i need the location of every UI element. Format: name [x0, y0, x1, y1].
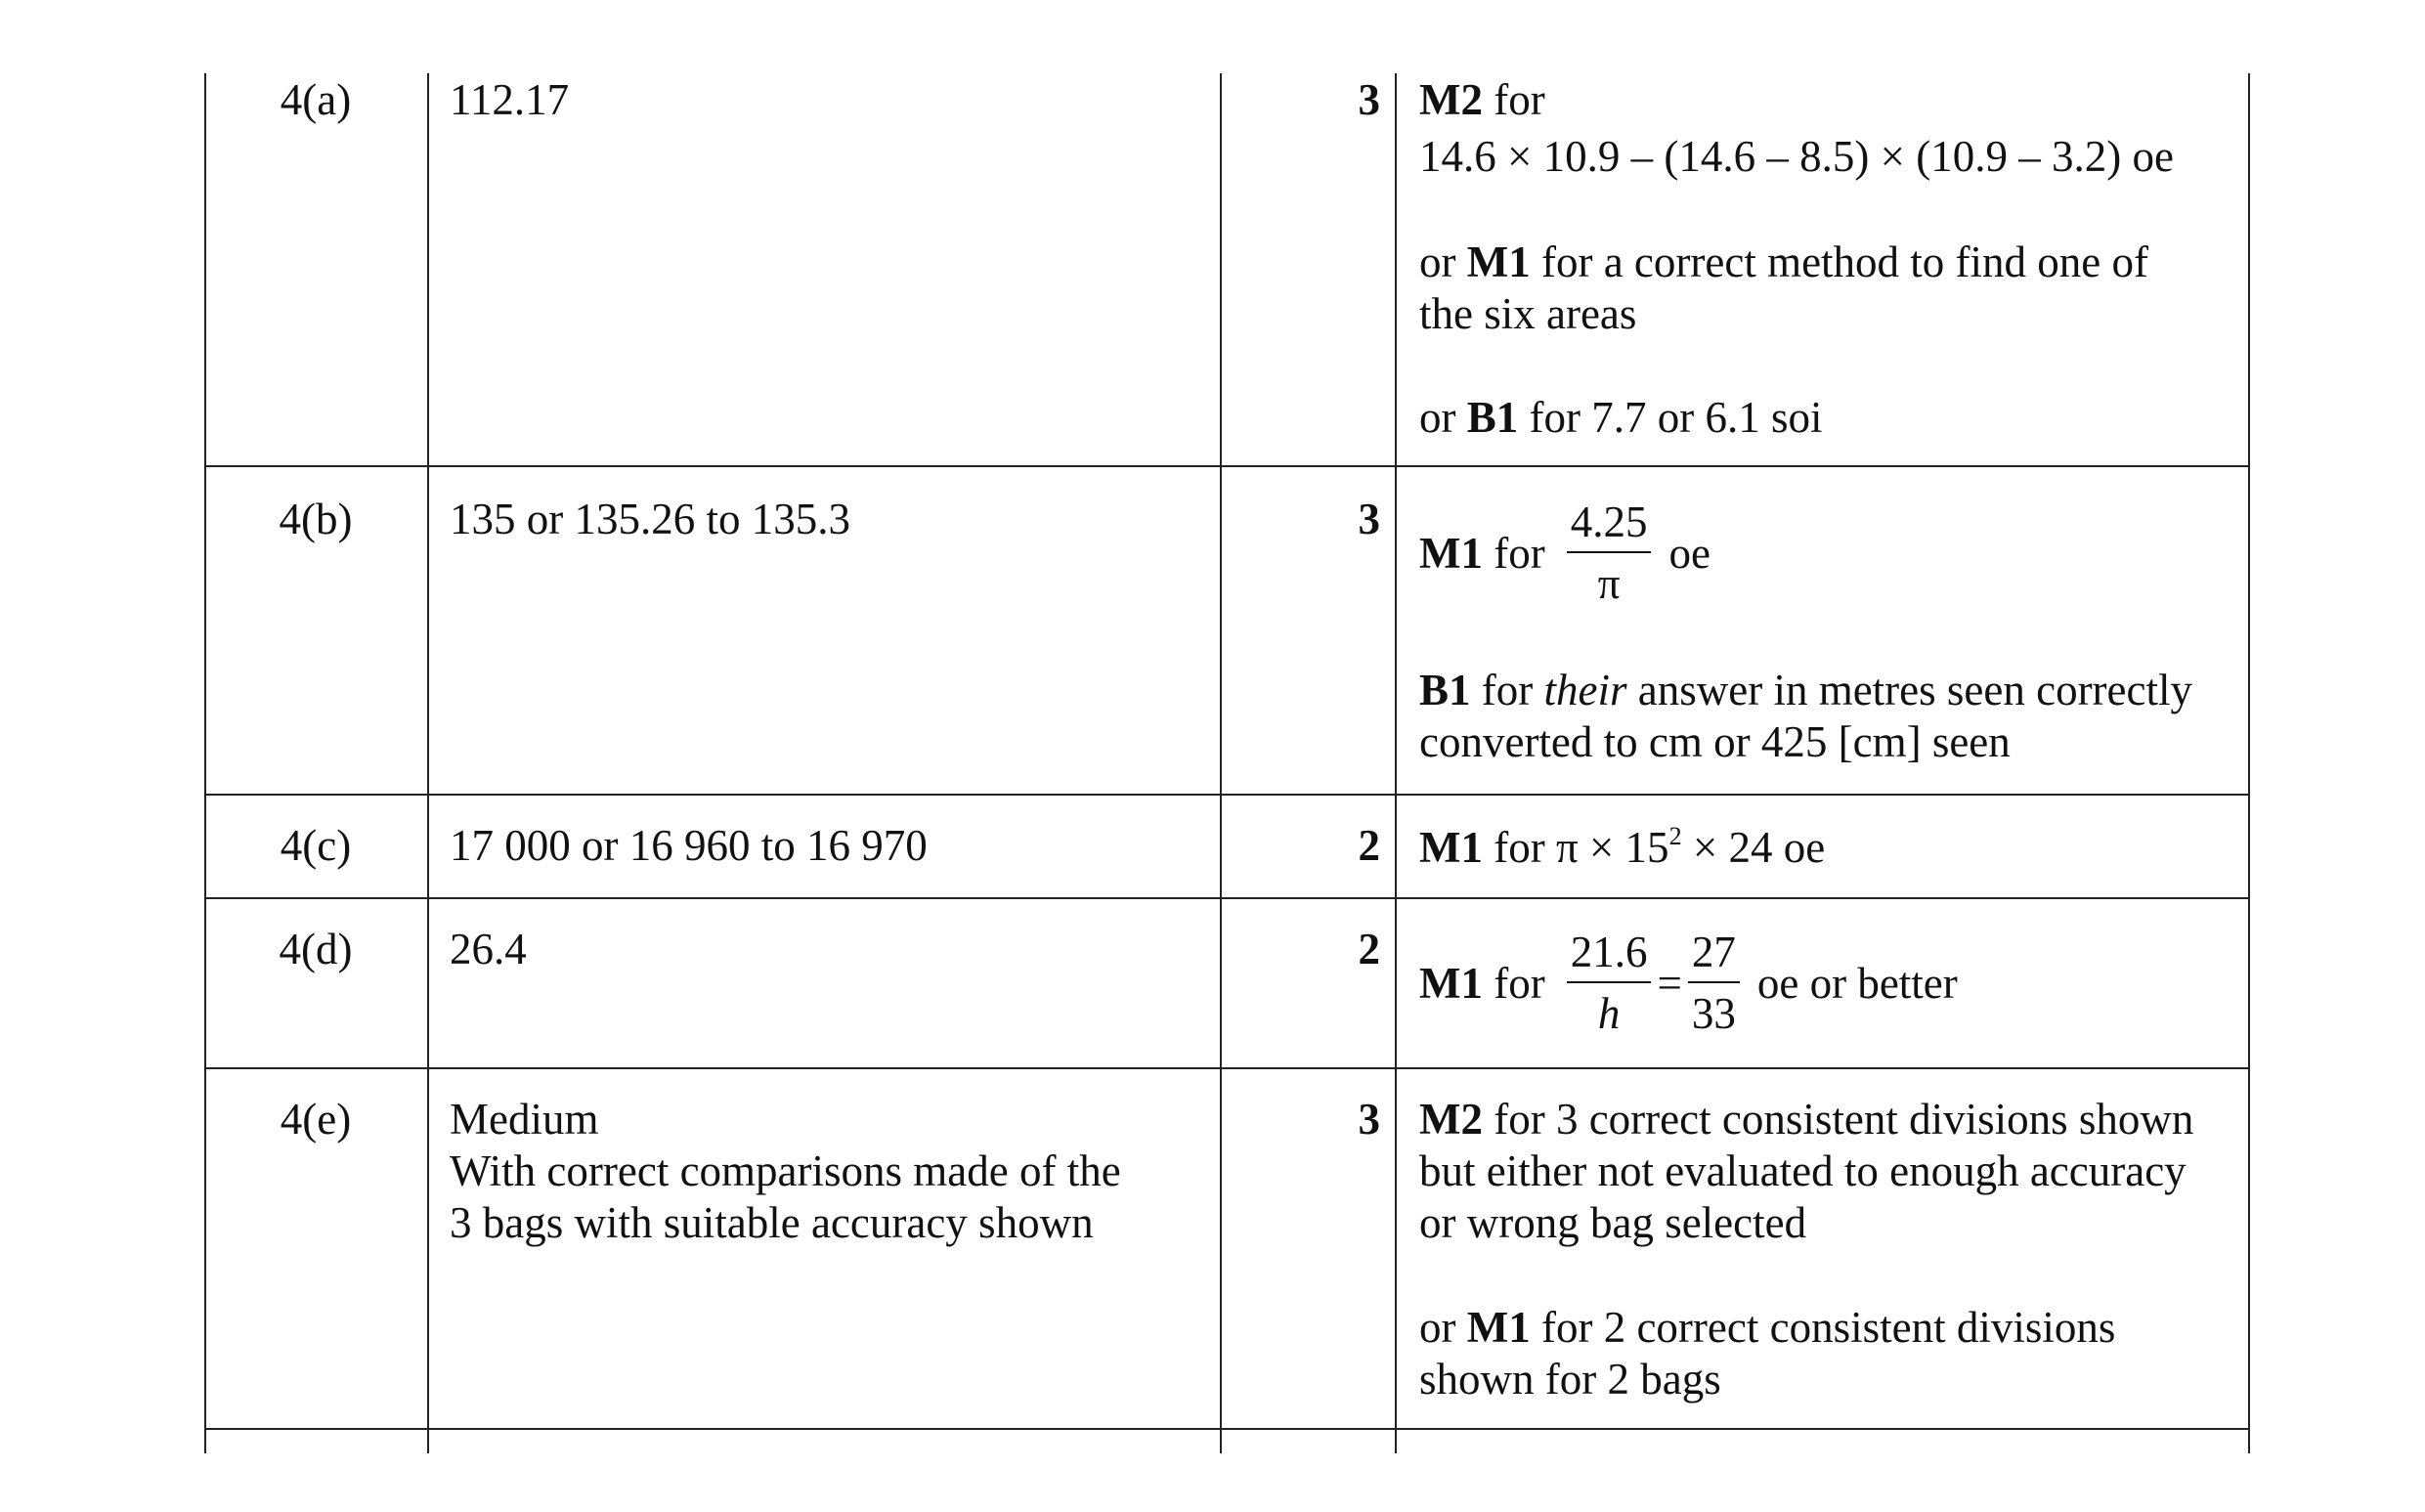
guidance-text: for a correct method to find one of: [1530, 238, 2148, 286]
marks-value: 3: [1358, 75, 1380, 124]
guidance-text: for: [1470, 666, 1544, 714]
guidance-text: for: [1482, 959, 1545, 1008]
marks-value: 3: [1358, 495, 1380, 543]
fraction-numerator: 21.6: [1567, 923, 1652, 983]
guidance-text: or: [1419, 238, 1467, 286]
guidance-line: the six areas: [1419, 289, 1637, 338]
mark-code: M1: [1419, 959, 1483, 1008]
row-divider: [204, 1428, 2250, 1430]
row-divider: [204, 1067, 2250, 1069]
column-divider-marks: [1395, 73, 1397, 1453]
table-border-right: [2248, 73, 2250, 1453]
guidance-line: 14.6 × 10.9 – (14.6 – 8.5) × (10.9 – 3.2) oe: [1419, 132, 2174, 181]
column-divider-question: [427, 73, 429, 1453]
equals-sign: =: [1657, 959, 1682, 1008]
question-number: 4(a): [280, 75, 352, 124]
mark-code: M2: [1419, 75, 1483, 124]
guidance-text: for 7.7 or 6.1 soi: [1518, 393, 1823, 442]
question-number: 4(e): [280, 1095, 352, 1144]
question-number: 4(c): [280, 821, 352, 870]
marks-value: 2: [1358, 925, 1380, 973]
guidance-text: for: [1482, 529, 1545, 578]
answer-text: 26.4: [450, 925, 527, 973]
guidance-line: [1419, 664, 2192, 716]
fraction-numerator: 4.25: [1567, 493, 1652, 553]
fraction: [1567, 923, 1652, 1044]
mark-code: M2: [1419, 1095, 1483, 1144]
guidance-text: answer in metres seen correctly: [1626, 666, 2192, 714]
mark-code: B1: [1466, 393, 1519, 442]
row-divider: [204, 794, 2250, 796]
guidance-line: [1419, 1301, 2115, 1354]
mark-code: M1: [1419, 529, 1483, 578]
guidance-emphasis: their: [1543, 666, 1627, 714]
guidance-text: for 2 correct consistent divisions: [1530, 1303, 2116, 1352]
guidance-line: [1419, 493, 1710, 614]
fraction-numerator: 27: [1688, 923, 1740, 983]
fraction: [1688, 923, 1740, 1044]
marks-value: 3: [1358, 1095, 1380, 1144]
guidance-text: for 3 correct consistent divisions shown: [1482, 1095, 2194, 1144]
mark-code: M1: [1466, 1303, 1531, 1352]
guidance-line: [1419, 73, 1545, 126]
marks-value: 2: [1358, 821, 1380, 870]
answer-text: Medium: [450, 1095, 599, 1144]
mark-code: M1: [1419, 823, 1483, 872]
fraction-denominator: 33: [1691, 989, 1736, 1038]
guidance-text: for π × 15: [1482, 823, 1669, 872]
guidance-line: converted to cm or 425 [cm] seen: [1419, 717, 2011, 766]
answer-text: 3 bags with suitable accuracy shown: [450, 1198, 1094, 1247]
mark-code: M1: [1466, 238, 1531, 286]
guidance-line: [1419, 391, 1823, 444]
fraction: [1567, 493, 1652, 614]
answer-text: With correct comparisons made of the: [450, 1146, 1121, 1195]
mark-code: B1: [1419, 666, 1471, 714]
superscript: 2: [1668, 822, 1682, 850]
guidance-text: oe: [1668, 529, 1710, 578]
row-divider: [204, 465, 2250, 467]
question-number: 4(d): [279, 925, 353, 973]
guidance-line: [1419, 1093, 2193, 1145]
fraction-denominator: π: [1597, 559, 1621, 608]
guidance-line: [1419, 236, 2148, 288]
guidance-text: × 24 oe: [1681, 823, 1826, 872]
guidance-line: or wrong bag selected: [1419, 1198, 1807, 1247]
guidance-line: [1419, 923, 1958, 1044]
guidance-line: shown for 2 bags: [1419, 1355, 1721, 1404]
fraction-denominator: h: [1597, 989, 1621, 1038]
question-number: 4(b): [279, 495, 353, 543]
guidance-text: or: [1419, 393, 1467, 442]
guidance-text: oe or better: [1756, 959, 1958, 1008]
guidance-line: [1419, 821, 1825, 874]
answer-text: 135 or 135.26 to 135.3: [450, 495, 850, 543]
answer-text: 112.17: [450, 75, 570, 124]
guidance-text: for: [1482, 75, 1545, 124]
answer-text: 17 000 or 16 960 to 16 970: [450, 821, 928, 870]
table-border-left: [204, 73, 206, 1453]
column-divider-answer: [1220, 73, 1222, 1453]
row-divider: [204, 897, 2250, 899]
guidance-text: or: [1419, 1303, 1467, 1352]
guidance-line: but either not evaluated to enough accuracy: [1419, 1146, 2187, 1195]
